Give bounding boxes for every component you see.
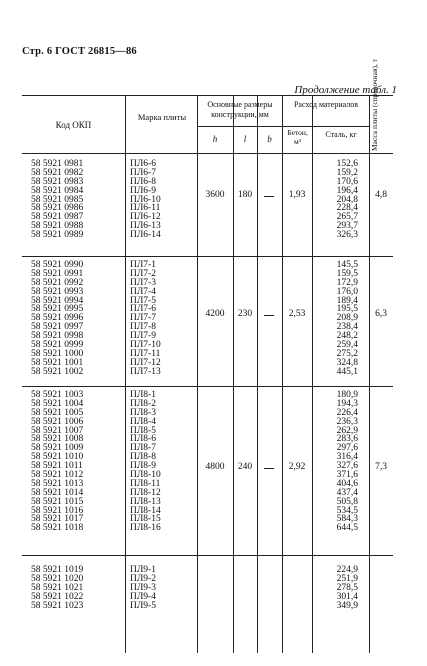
steel-cell: 248,2 xyxy=(336,331,358,342)
mark-cell: ПЛ8-2 xyxy=(130,398,156,409)
mass-value: 7,3 xyxy=(375,462,387,472)
code-cell: 58 5921 1004 xyxy=(31,398,84,409)
code-cell: 58 5921 0990 xyxy=(31,260,84,270)
mark-cell: ПЛ8-15 xyxy=(130,514,161,525)
steel-cell: 297,6 xyxy=(336,443,358,454)
steel-cell: 327,6 xyxy=(336,461,358,472)
mark-cell: ПЛ6-11 xyxy=(130,203,161,214)
mark-cell: ПЛ7-4 xyxy=(130,286,156,297)
mark-cell: ПЛ7-8 xyxy=(130,322,156,333)
code-cell-column xyxy=(31,261,121,377)
code-cell: 58 5921 0994 xyxy=(31,295,84,306)
steel-cell: 584,3 xyxy=(336,514,358,525)
code-cell: 58 5921 1015 xyxy=(31,496,84,507)
steel-cell: 324,8 xyxy=(336,357,358,368)
width-b-dash xyxy=(264,468,274,469)
mark-cell: ПЛ8-13 xyxy=(130,496,161,507)
code-cell: 58 5921 1019 xyxy=(31,565,84,575)
mark-cell: ПЛ8-8 xyxy=(130,452,156,463)
code-cell: 58 5921 1008 xyxy=(31,434,84,445)
column-divider xyxy=(233,96,234,653)
code-cell: 58 5921 0984 xyxy=(31,185,84,196)
steel-cell: 301,4 xyxy=(336,591,358,602)
mark-cell: ПЛ7-12 xyxy=(130,357,161,368)
header-divider xyxy=(197,126,282,127)
steel-cell: 445,1 xyxy=(336,366,358,377)
mark-cell: ПЛ7-7 xyxy=(130,313,156,324)
concrete-value: 2,92 xyxy=(288,462,306,472)
length-h-value: 4200 xyxy=(205,309,225,319)
width-b-dash xyxy=(264,196,274,197)
steel-cell: 371,6 xyxy=(336,470,358,481)
mass-value: 4,8 xyxy=(375,190,387,200)
mark-cell: ПЛ6-13 xyxy=(130,221,161,232)
code-cell-column xyxy=(31,160,121,240)
code-cell: 58 5921 1018 xyxy=(31,523,84,534)
table-continuation-label: Продолжение табл. 1 xyxy=(294,84,397,96)
code-cell: 58 5921 0995 xyxy=(31,304,84,315)
steel-cell: 228,4 xyxy=(336,203,358,214)
mark-cell: ПЛ6-7 xyxy=(130,167,156,178)
steel-cell: 316,4 xyxy=(336,452,358,463)
steel-cell-column xyxy=(314,160,358,240)
mark-cell-column xyxy=(130,391,194,533)
length-h-value: 4800 xyxy=(205,462,225,472)
code-cell: 58 5921 0986 xyxy=(31,203,84,214)
column-header-steel: Сталь, кг xyxy=(325,130,357,139)
mass-value: 6,3 xyxy=(375,309,387,319)
steel-cell: 172,9 xyxy=(336,277,358,288)
mark-cell: ПЛ7-13 xyxy=(130,366,161,377)
code-cell: 58 5921 0982 xyxy=(31,167,84,178)
mark-cell: ПЛ8-3 xyxy=(130,407,156,418)
steel-cell: 262,9 xyxy=(336,425,358,436)
column-header-l: l xyxy=(243,134,247,144)
steel-cell: 238,4 xyxy=(336,322,358,333)
mark-cell: ПЛ7-6 xyxy=(130,304,156,315)
steel-cell: 644,5 xyxy=(336,523,358,534)
code-cell: 58 5921 1017 xyxy=(31,514,84,525)
steel-cell-column xyxy=(314,566,358,610)
code-cell-column xyxy=(31,566,121,610)
code-cell: 58 5921 1010 xyxy=(31,452,84,463)
column-header-dimensions: Основные размеры конструкции, мм xyxy=(207,100,273,119)
steel-cell: 534,5 xyxy=(336,505,358,516)
mark-cell: ПЛ9-5 xyxy=(130,600,156,611)
mark-cell: ПЛ8-11 xyxy=(130,478,161,489)
steel-cell: 505,8 xyxy=(336,496,358,507)
code-cell: 58 5921 1007 xyxy=(31,425,84,436)
column-divider xyxy=(257,96,258,653)
code-cell: 58 5921 0999 xyxy=(31,340,84,351)
code-cell: 58 5921 1014 xyxy=(31,487,84,498)
mark-cell: ПЛ8-16 xyxy=(130,523,161,534)
mark-cell: ПЛ9-4 xyxy=(130,591,156,602)
steel-cell-column xyxy=(314,261,358,377)
mark-cell: ПЛ8-6 xyxy=(130,434,156,445)
steel-cell: 224,9 xyxy=(336,565,358,575)
steel-cell: 236,3 xyxy=(336,416,358,427)
code-cell: 58 5921 0993 xyxy=(31,286,84,297)
steel-cell: 195,5 xyxy=(336,304,358,315)
mark-cell-column xyxy=(130,261,194,377)
code-cell: 58 5921 0991 xyxy=(31,268,84,279)
code-cell: 58 5921 0981 xyxy=(31,159,84,169)
code-cell: 58 5921 0992 xyxy=(31,277,84,288)
code-cell: 58 5921 1013 xyxy=(31,478,84,489)
thickness-l-value: 180 xyxy=(237,190,253,200)
width-b-dash xyxy=(264,315,274,316)
mark-cell: ПЛ7-9 xyxy=(130,331,156,342)
column-header-code: Код ОКП xyxy=(55,120,92,130)
code-cell-column xyxy=(31,391,121,533)
code-cell: 58 5921 1021 xyxy=(31,582,84,593)
steel-cell: 204,8 xyxy=(336,194,358,205)
column-header-mass: Масса плиты (справочная), т xyxy=(370,59,379,151)
group-divider xyxy=(22,386,393,387)
steel-cell: 196,4 xyxy=(336,185,358,196)
mark-cell: ПЛ8-7 xyxy=(130,443,156,454)
mark-cell: ПЛ6-10 xyxy=(130,194,161,205)
mark-cell: ПЛ8-9 xyxy=(130,461,156,472)
mark-cell: ПЛ7-3 xyxy=(130,277,156,288)
steel-cell: 226,4 xyxy=(336,407,358,418)
steel-cell: 152,6 xyxy=(336,159,358,169)
column-header-consumption: Расход материалов xyxy=(293,100,359,109)
steel-cell: 293,7 xyxy=(336,221,358,232)
group-divider xyxy=(22,256,393,257)
mark-cell: ПЛ6-8 xyxy=(130,176,156,187)
steel-cell: 251,9 xyxy=(336,573,358,584)
mark-cell-column xyxy=(130,566,194,610)
steel-cell: 283,6 xyxy=(336,434,358,445)
column-header-mark: Марка плиты xyxy=(137,112,187,122)
mark-cell: ПЛ8-12 xyxy=(130,487,161,498)
thickness-l-value: 240 xyxy=(237,462,253,472)
code-cell: 58 5921 0985 xyxy=(31,194,84,205)
steel-cell: 404,6 xyxy=(336,478,358,489)
code-cell: 58 5921 0997 xyxy=(31,322,84,333)
steel-cell: 349,9 xyxy=(336,600,358,611)
code-cell: 58 5921 1023 xyxy=(31,600,84,611)
column-header-b: b xyxy=(267,134,272,144)
concrete-value: 2,53 xyxy=(288,309,306,319)
mark-cell: ПЛ7-5 xyxy=(130,295,156,306)
column-divider xyxy=(197,96,198,653)
code-cell: 58 5921 0996 xyxy=(31,313,84,324)
steel-cell: 259,4 xyxy=(336,340,358,351)
code-cell: 58 5921 0988 xyxy=(31,221,84,232)
header-divider xyxy=(282,126,369,127)
mark-cell: ПЛ8-14 xyxy=(130,505,161,516)
code-cell: 58 5921 1003 xyxy=(31,390,84,400)
mark-cell: ПЛ6-9 xyxy=(130,185,156,196)
mark-cell: ПЛ9-3 xyxy=(130,582,156,593)
header-bottom-rule xyxy=(22,153,393,154)
mark-cell: ПЛ7-2 xyxy=(130,268,156,279)
steel-cell: 180,9 xyxy=(336,390,358,400)
code-cell: 58 5921 1009 xyxy=(31,443,84,454)
length-h-value: 3600 xyxy=(205,190,225,200)
mark-cell: ПЛ7-1 xyxy=(130,260,156,270)
steel-cell-column xyxy=(314,391,358,533)
mark-cell: ПЛ6-14 xyxy=(130,230,161,241)
group-divider xyxy=(22,555,393,556)
steel-cell: 159,2 xyxy=(336,167,358,178)
steel-cell: 189,4 xyxy=(336,295,358,306)
steel-cell: 208,9 xyxy=(336,313,358,324)
steel-cell: 265,7 xyxy=(336,212,358,223)
mark-cell: ПЛ7-10 xyxy=(130,340,161,351)
steel-cell: 326,3 xyxy=(336,230,358,241)
mark-cell: ПЛ8-1 xyxy=(130,390,156,400)
steel-cell: 437,4 xyxy=(336,487,358,498)
mark-cell: ПЛ9-1 xyxy=(130,565,156,575)
code-cell: 58 5921 1022 xyxy=(31,591,84,602)
steel-cell: 194,3 xyxy=(336,398,358,409)
concrete-value: 1,93 xyxy=(288,190,306,200)
code-cell: 58 5921 1011 xyxy=(31,461,83,472)
column-divider xyxy=(369,96,370,653)
code-cell: 58 5921 0998 xyxy=(31,331,84,342)
steel-cell: 278,5 xyxy=(336,582,358,593)
code-cell: 58 5921 0989 xyxy=(31,230,84,241)
mark-cell: ПЛ6-6 xyxy=(130,159,156,169)
code-cell: 58 5921 1002 xyxy=(31,366,84,377)
column-divider xyxy=(282,96,283,653)
mark-cell-column xyxy=(130,160,194,240)
code-cell: 58 5921 1000 xyxy=(31,348,84,359)
steel-cell: 275,2 xyxy=(336,348,358,359)
code-cell: 58 5921 0983 xyxy=(31,176,84,187)
mark-cell: ПЛ7-11 xyxy=(130,348,161,359)
column-header-h: h xyxy=(212,134,218,144)
steel-cell: 159,5 xyxy=(336,268,358,279)
code-cell: 58 5921 1012 xyxy=(31,470,84,481)
thickness-l-value: 230 xyxy=(237,309,253,319)
mark-cell: ПЛ8-4 xyxy=(130,416,156,427)
code-cell: 58 5921 1016 xyxy=(31,505,84,516)
column-header-concrete: Бетон, м³ xyxy=(287,128,308,146)
code-cell: 58 5921 1020 xyxy=(31,573,84,584)
code-cell: 58 5921 1001 xyxy=(31,357,84,368)
code-cell: 58 5921 1006 xyxy=(31,416,84,427)
steel-cell: 170,6 xyxy=(336,176,358,187)
page-header: Стр. 6 ГОСТ 26815—86 xyxy=(22,46,137,57)
column-divider xyxy=(312,96,313,653)
code-cell: 58 5921 1005 xyxy=(31,407,84,418)
column-divider xyxy=(125,96,126,653)
mark-cell: ПЛ9-2 xyxy=(130,573,156,584)
mark-cell: ПЛ8-5 xyxy=(130,425,156,436)
mark-cell: ПЛ6-12 xyxy=(130,212,161,223)
steel-cell: 145,5 xyxy=(336,260,358,270)
code-cell: 58 5921 0987 xyxy=(31,212,84,223)
mark-cell: ПЛ8-10 xyxy=(130,470,161,481)
steel-cell: 176,0 xyxy=(336,286,358,297)
